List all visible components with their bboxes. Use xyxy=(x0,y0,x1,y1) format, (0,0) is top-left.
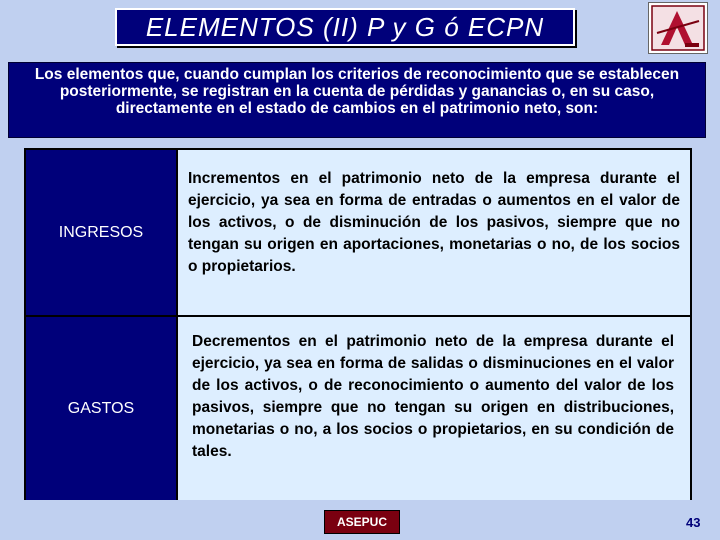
slide-title: ELEMENTOS (II) P y G ó ECPN xyxy=(115,8,575,46)
elements-table xyxy=(24,148,692,500)
footer-asepuc-label: ASEPUC xyxy=(324,510,400,534)
table-row-ingresos xyxy=(26,150,690,315)
page-number: 43 xyxy=(686,515,701,530)
row-description: Decrementos en el patrimonio neto de la empresa durante el ejercicio, ya sea en forma de salidas o disminuciones en el valor de los activos, o de reconocimiento o aumento del valor de los pasivos, siempre que no tengan su origen en distribuciones, monetarias o no, a los socios o propietarios, en su condición de tales. xyxy=(178,317,690,500)
row-label: GASTOS xyxy=(26,317,178,500)
table-row-gastos xyxy=(26,315,690,500)
intro-text: Los elementos que, cuando cumplan los criterios de reconocimiento que se establecen posteriormente, se registran en la cuenta de pérdidas y ganancias o, en su caso, directamente en el estado de cambios en el patrimonio neto, son: xyxy=(8,62,706,138)
asepuc-logo-icon xyxy=(648,2,708,54)
row-description: Incrementos en el patrimonio neto de la empresa durante el ejercicio, ya sea en forma de entradas o aumentos en el valor de los activos, o de disminución de los pasivos, siempre que no tengan su origen en aportaciones, monetarias o no, de los socios o propietarios. xyxy=(178,150,690,315)
row-label: INGRESOS xyxy=(26,150,178,315)
